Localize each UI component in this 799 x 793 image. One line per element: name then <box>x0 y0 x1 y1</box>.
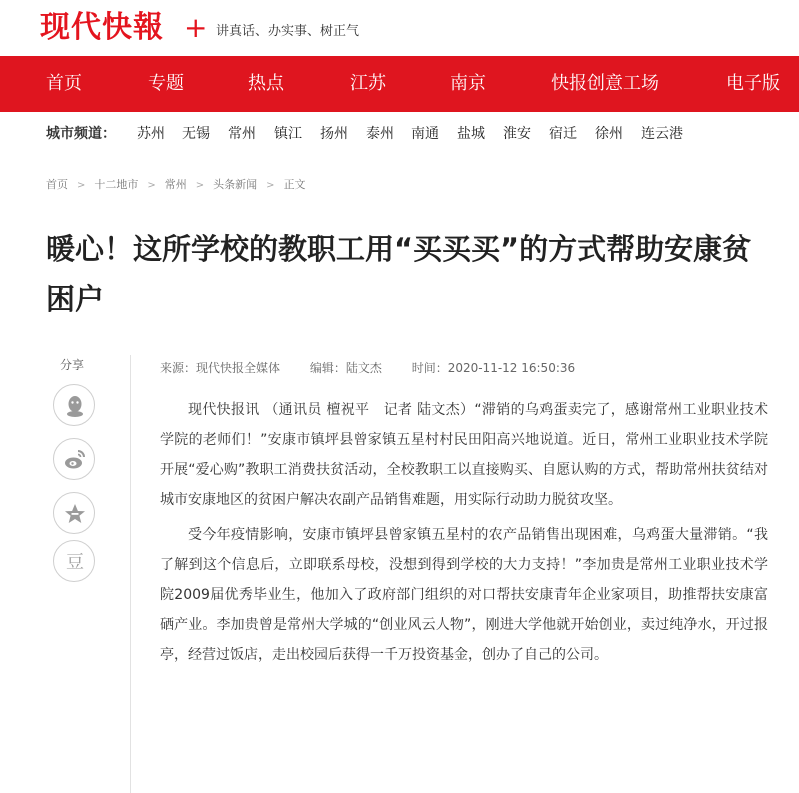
nav-item-hot[interactable]: 热点 <box>248 73 284 94</box>
city-link[interactable]: 盐城 <box>457 126 485 142</box>
breadcrumb-item[interactable]: 首页 <box>46 178 68 191</box>
site-slogan: 讲真话、办实事、树正气 <box>216 24 360 39</box>
logo-plus-icon: + <box>184 11 208 44</box>
city-link[interactable]: 苏州 <box>137 126 165 142</box>
main-nav <box>0 56 799 112</box>
weibo-icon <box>63 448 87 472</box>
breadcrumb-item[interactable]: 头条新闻 <box>213 178 258 191</box>
city-link[interactable]: 宿迁 <box>549 126 577 142</box>
city-link[interactable]: 泰州 <box>366 126 394 142</box>
share-qzone-button[interactable] <box>53 492 95 534</box>
breadcrumb-item-current: 正文 <box>283 178 306 191</box>
chevron-right-icon: > <box>266 180 275 191</box>
nav-item-topics[interactable]: 专题 <box>148 73 184 94</box>
douban-icon <box>63 550 87 574</box>
nav-item-home[interactable]: 首页 <box>46 73 82 94</box>
city-link[interactable]: 无锡 <box>182 126 210 142</box>
article-meta <box>160 360 601 376</box>
article-paragraph: 现代快报讯 （通讯员 檀祝平 记者 陆文杰）“滞销的乌鸡蛋卖完了，感谢常州工业职业技术学院的老师们！”安康市镇坪县曾家镇五星村村民田阳高兴地说道。近日，常州工业职业技术学院开展“爱心购”教职工消费扶贫活动，全校教职工以直接购买、自愿认购的方式，帮助常州扶贫结对城市安康地区的贫困户解决农副产品销售难题，用实际行动助力脱贫攻坚。 <box>160 402 768 508</box>
qzone-icon <box>63 502 87 526</box>
city-link[interactable]: 徐州 <box>595 126 623 142</box>
article-editor: 编辑：陆文杰 <box>309 361 382 375</box>
breadcrumb-item[interactable]: 十二地市 <box>94 178 139 191</box>
share-label: 分享 <box>60 358 85 372</box>
site-logo[interactable]: 现代快報 <box>40 10 164 45</box>
chevron-right-icon: > <box>147 180 156 191</box>
city-link[interactable]: 淮安 <box>503 126 531 142</box>
article-source: 来源：现代快报全媒体 <box>160 361 281 375</box>
city-channel-bar <box>0 112 799 156</box>
article-paragraph: 受今年疫情影响，安康市镇坪县曾家镇五星村的农产品销售出现困难，乌鸡蛋大量滞销。“我了解到这个信息后，立即联系母校，没想到得到学校的大力支持！”李加贵是常州工业职业技术学院2009届优秀毕业生，他加入了政府部门组织的对口帮扶安康青年企业家项目，助推帮扶安康富硒产业。李加贵曾是常州大学城的“创业风云人物”，刚进大学他就开始创业，卖过纯净水，开过报亭，经营过饭店，走出校园后获得一千万投资基金，创办了自己的公司。 <box>160 527 768 663</box>
article-time: 时间：2020-11-12 16:50:36 <box>411 361 576 375</box>
city-channel-label: 城市频道： <box>46 126 116 142</box>
city-link[interactable]: 南通 <box>411 126 439 142</box>
share-divider <box>130 355 131 793</box>
article-body <box>160 395 768 675</box>
nav-item-epaper[interactable]: 电子版 <box>726 73 780 94</box>
nav-item-jiangsu[interactable]: 江苏 <box>350 73 386 94</box>
chevron-right-icon: > <box>77 180 86 191</box>
svg-text:豆: 豆 <box>66 552 84 573</box>
article-title: 暖心！这所学校的教职工用“买买买”的方式帮助安康贫困户 <box>46 232 752 316</box>
breadcrumb <box>46 177 306 194</box>
site-header <box>0 0 799 56</box>
city-link[interactable]: 常州 <box>228 126 256 142</box>
qq-icon <box>63 394 87 418</box>
breadcrumb-item[interactable]: 常州 <box>164 178 187 191</box>
nav-item-creative[interactable]: 快报创意工场 <box>551 73 659 94</box>
share-qq-button[interactable] <box>53 384 95 426</box>
share-weibo-button[interactable] <box>53 438 95 480</box>
city-link[interactable]: 镇江 <box>274 126 302 142</box>
chevron-right-icon: > <box>195 180 205 191</box>
share-douban-button[interactable] <box>53 540 95 582</box>
nav-item-nanjing[interactable]: 南京 <box>450 73 486 94</box>
city-link[interactable]: 连云港 <box>641 126 683 142</box>
city-link[interactable]: 扬州 <box>320 126 348 142</box>
